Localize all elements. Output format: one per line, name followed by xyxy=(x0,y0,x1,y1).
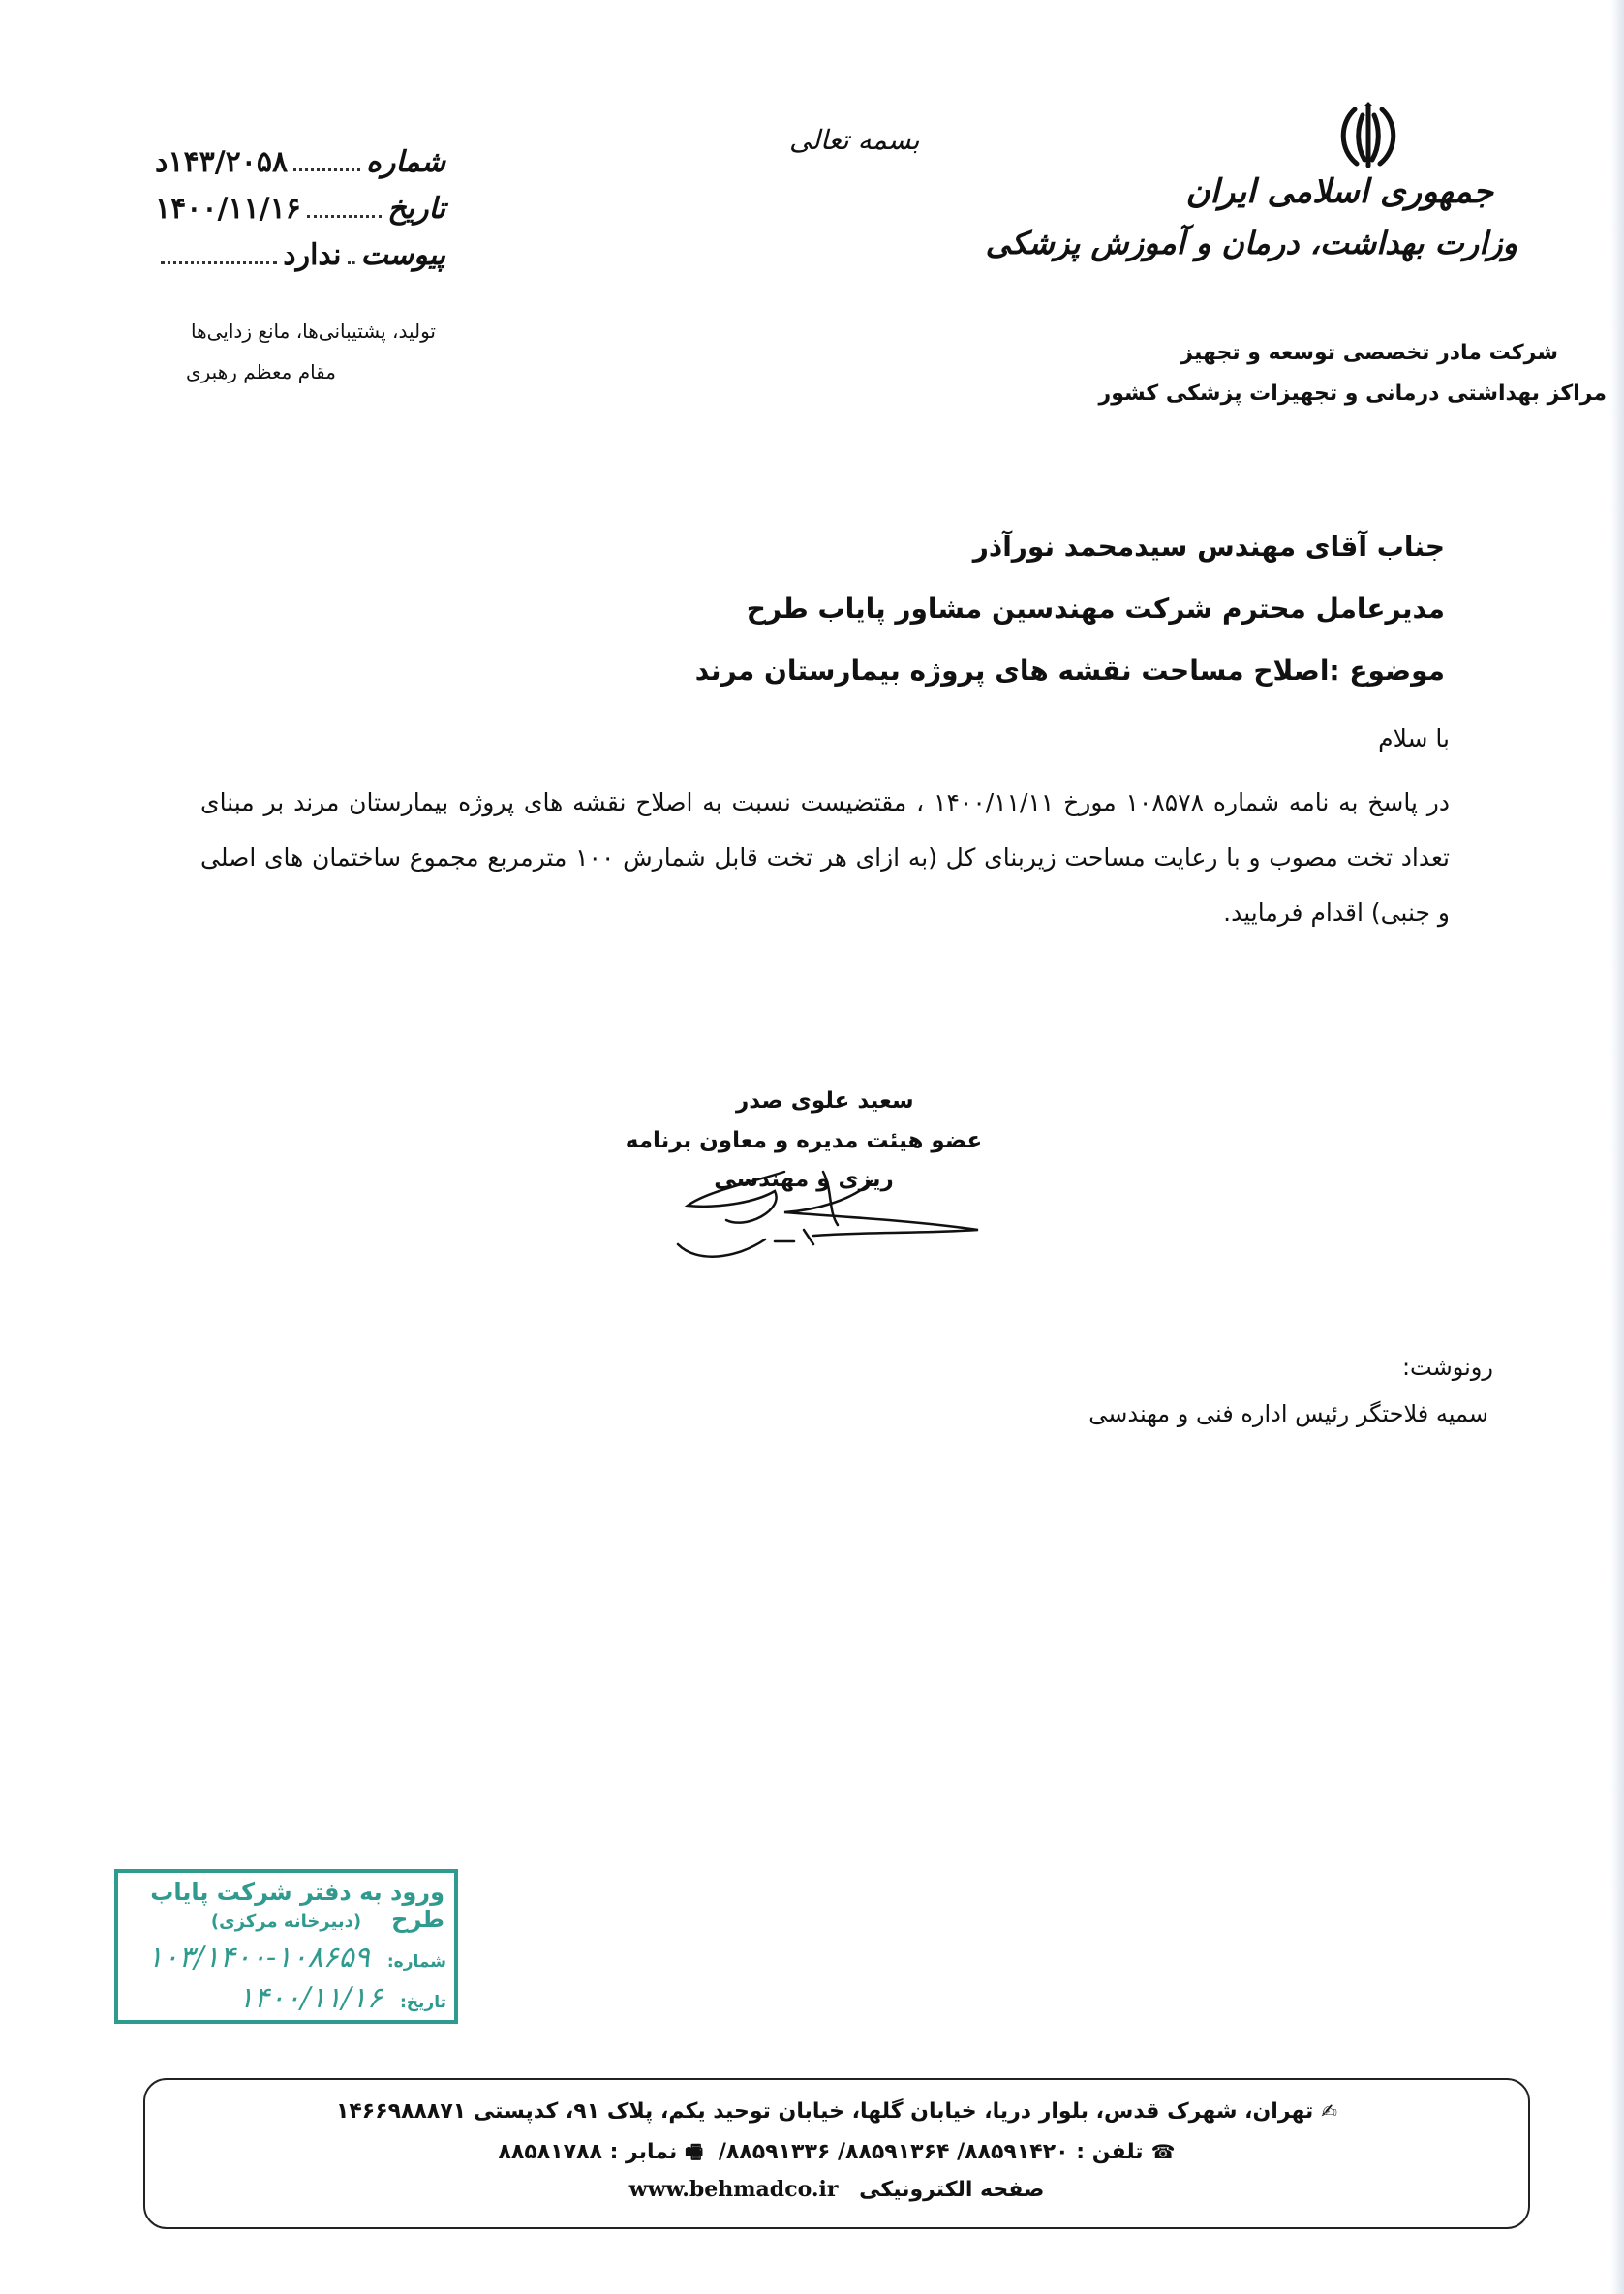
letter-date-field xyxy=(155,192,445,226)
letter-date-value: ۱۴۰۰/۱۱/۱۶ xyxy=(155,192,301,226)
footer-address-line xyxy=(145,2099,1528,2124)
letter-date-label: تاریخ xyxy=(387,192,445,226)
republic-title: جمهوری اسلامی ایران xyxy=(1185,172,1493,211)
motto-line1: تولید، پشتیبانی‌ها، مانع زدایی‌ها xyxy=(190,320,436,343)
org-name-line1: شرکت مادر تخصصی توسعه و تجهیز xyxy=(1180,341,1558,365)
stamp-number-value: ۱۰۳/۱۴۰۰-۱۰۸۶۵۹ xyxy=(147,1941,370,1974)
dotted-line xyxy=(307,213,382,218)
footer-fax-label: نمابر : xyxy=(609,2140,678,2164)
handwritten-signature xyxy=(668,1152,988,1259)
scanner-edge xyxy=(1610,0,1624,2294)
letter-number-label: شماره xyxy=(366,145,445,179)
footer-phones: ۸۸۵۹۱۴۲۰/ ۸۸۵۹۱۳۶۴/ ۸۸۵۹۱۳۳۶/ xyxy=(718,2140,1069,2164)
stamp-title: ورود به دفتر شرکت پایاب طرح xyxy=(150,1879,444,1933)
letter-subject: موضوع :اصلاح مساحت نقشه های پروژه بیمارستان مرند xyxy=(694,655,1445,687)
phone-icon: ☎ xyxy=(1150,2140,1176,2163)
motto-line2: مقام معظم رهبری xyxy=(185,360,336,383)
footer-phone-label: تلفن : xyxy=(1076,2140,1144,2164)
pen-icon: ✍ xyxy=(1321,2099,1338,2123)
dotted-line xyxy=(161,260,277,264)
ministry-title: وزارت بهداشت، درمان و آموزش پزشکی xyxy=(985,225,1517,261)
letter-attachment-field xyxy=(155,238,445,272)
stamp-date-label: تاریخ: xyxy=(400,1993,446,2012)
stamp-number-row xyxy=(147,1941,446,1974)
footer-phone-line xyxy=(145,2138,1528,2171)
basmala: بسمه تعالی xyxy=(789,124,920,156)
recipient-position: مدیرعامل محترم شرکت مهندسین مشاور پایاب طرح xyxy=(746,593,1445,625)
org-name-line2: مراکز بهداشتی درمانی و تجهیزات پزشکی کشور xyxy=(1098,382,1607,406)
signatory-title: عضو هیئت مدیره و معاون برنامه ریزی و مهندسی xyxy=(625,1128,983,1192)
dotted-line xyxy=(348,260,355,264)
stamp-date-value: ۱۴۰۰/۱۱/۱۶ xyxy=(237,1981,383,2015)
recipient-name: جناب آقای مهندس سیدمحمد نورآذر xyxy=(972,531,1445,563)
body-paragraph: در پاسخ به نامه شماره ۱۰۸۵۷۸ مورخ ۱۴۰۰/۱۱/۱۱ ، مقتضیست نسبت به اصلاح نقشه های پروژه بیمارستان مرند بر مبنای تعداد تخت مصوب و با رعایت مساحت زیربنای کل (به ازای هر تخت قابل شمارش ۱۰۰ مترمربع مجموع ساختمان های اصلی و جنبی) اقدام فرمایید. xyxy=(200,788,1451,927)
stamp-number-label: شماره: xyxy=(386,1952,446,1972)
letter-attachment-label: پیوست xyxy=(360,238,445,272)
fax-icon: 🖷 xyxy=(685,2140,704,2163)
dotted-line xyxy=(293,167,360,171)
stamp-date-row xyxy=(238,1981,446,2015)
stamp-subtitle: (دبیرخانه مرکزی) xyxy=(210,1912,362,1932)
cc-label: رونوشت: xyxy=(1401,1354,1493,1381)
signatory-name: سعید علوی صدر xyxy=(736,1088,914,1114)
cc-recipient: سمیه فلاحتگر رئیس اداره فنی و مهندسی xyxy=(1088,1400,1488,1427)
footer-fax: ۸۸۵۸۱۷۸۸ xyxy=(498,2140,602,2164)
footer-web-label: صفحه الکترونیکی xyxy=(859,2178,1045,2202)
receipt-stamp xyxy=(114,1869,458,2024)
footer-contact-box xyxy=(143,2078,1530,2229)
greeting: با سلام xyxy=(1378,724,1450,752)
footer-address: تهران، شهرک قدس، بلوار دریا، خیابان گلها، خیابان توحید یکم، پلاک ۹۱، کدپستی ۱۴۶۶۹۸۸۸۷۱ xyxy=(335,2099,1314,2124)
letter-number-field xyxy=(155,145,445,179)
letter-attachment-value: ندارد xyxy=(283,238,342,272)
footer-web-line xyxy=(145,2177,1528,2202)
iran-emblem-icon xyxy=(1335,102,1401,171)
letter-number-value: ۱۴۳/۲۰۵۸د xyxy=(155,145,289,179)
footer-website-link[interactable]: www.behmadco.ir xyxy=(628,2177,839,2202)
